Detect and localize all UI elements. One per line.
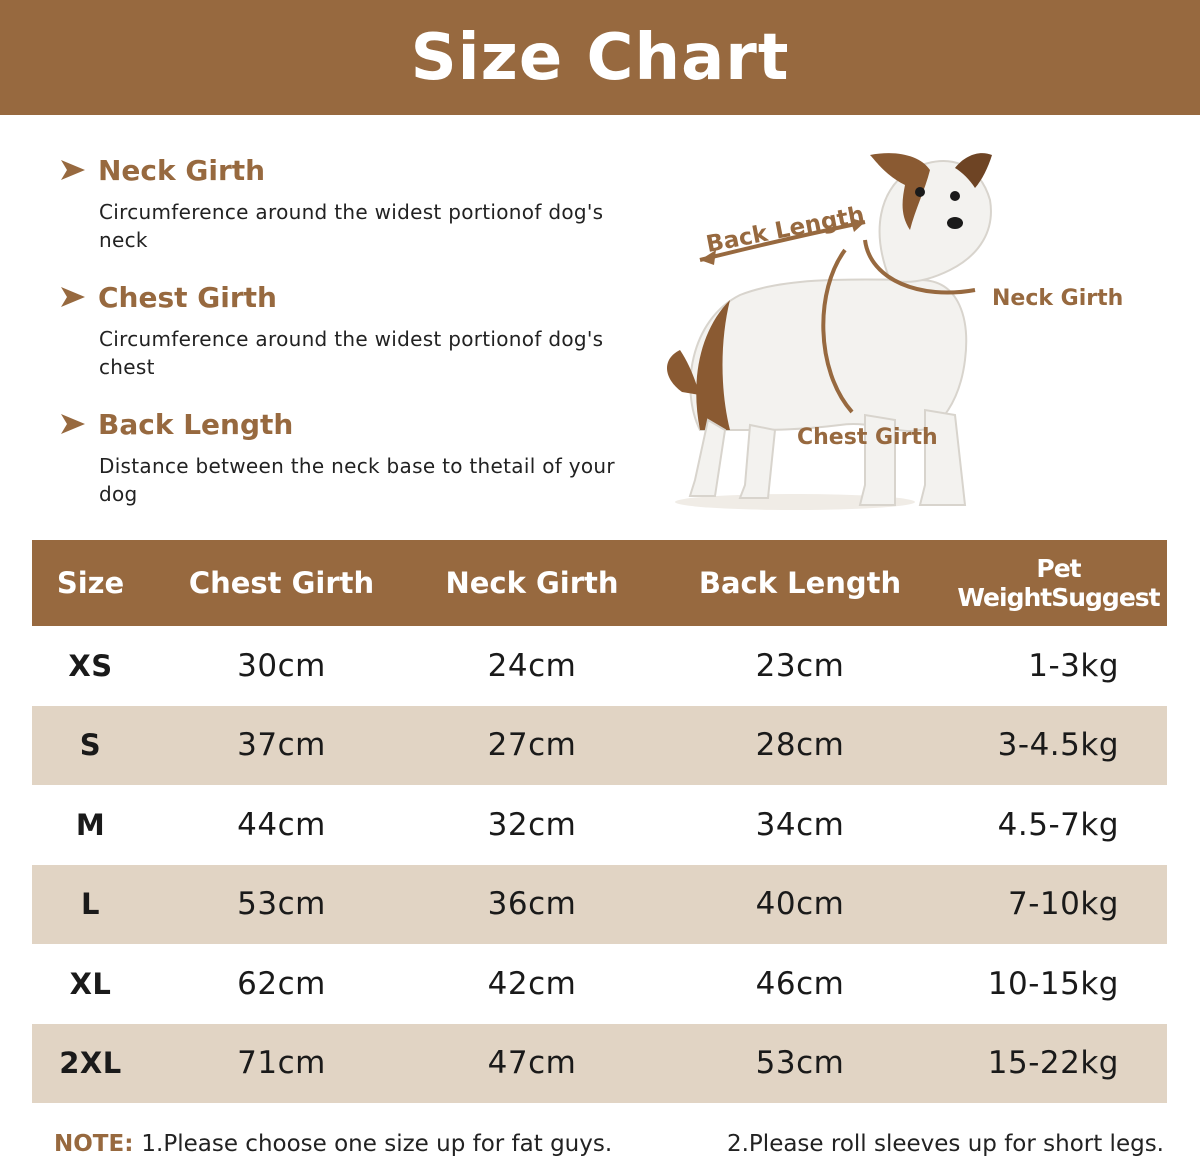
cell-pet-weight: 4.5-7kg <box>997 806 1119 843</box>
cell-chest-girth: 44cm <box>237 806 326 843</box>
cell-neck-girth: 32cm <box>487 806 577 843</box>
cell-back-length: 46cm <box>755 965 845 1002</box>
cell-chest-girth: 53cm <box>149 865 414 945</box>
cell-back-length: 23cm <box>755 647 845 684</box>
note-item-short-legs: 2.Please roll sleeves up for short legs. <box>726 1131 1164 1157</box>
cell-neck-girth: 36cm <box>414 865 650 945</box>
cell-pet-weight: 15-22kg <box>950 1024 1167 1104</box>
definition-chest-girth <box>60 277 620 381</box>
definition-back-length <box>60 404 620 508</box>
cell-size: XL <box>69 966 112 1001</box>
dog-measurement-diagram <box>620 130 1180 530</box>
column-header-pet-weight: Pet WeightSuggest <box>950 540 1167 626</box>
cell-back-length: 28cm <box>650 706 950 786</box>
definition-neck-girth <box>60 150 620 254</box>
footnote <box>54 1124 1164 1164</box>
note-label: NOTE: <box>54 1131 134 1157</box>
cell-chest-girth: 71cm <box>149 1024 414 1104</box>
cell-size: L <box>32 865 149 945</box>
cell-neck-girth: 27cm <box>414 706 650 786</box>
note-item-fat-guys: 1.Please choose one size up for fat guys. <box>141 1131 613 1157</box>
cell-chest-girth: 62cm <box>237 965 326 1002</box>
cell-back-length: 40cm <box>650 865 950 945</box>
column-header-neck-girth: Neck Girth <box>414 540 650 626</box>
table-header-row <box>32 540 1167 626</box>
cell-pet-weight: 7-10kg <box>950 865 1167 945</box>
back-length-label: Back Length <box>704 201 867 259</box>
definition-title: Neck Girth <box>98 153 266 187</box>
table-row <box>32 785 1167 865</box>
table-row <box>32 706 1167 786</box>
page-title: Size Chart <box>410 20 790 95</box>
table-row <box>32 865 1167 945</box>
table-row <box>32 944 1167 1024</box>
definition-description: Circumference around the widest portionof dog's chest <box>99 327 604 379</box>
cell-chest-girth: 30cm <box>237 647 326 684</box>
definition-title: Chest Girth <box>98 280 277 314</box>
cell-chest-girth: 37cm <box>149 706 414 786</box>
cell-pet-weight: 3-4.5kg <box>950 706 1167 786</box>
neck-girth-label: Neck Girth <box>992 286 1124 311</box>
definition-description: Distance between the neck base to thetail of your dog <box>99 454 615 506</box>
cell-neck-girth: 24cm <box>487 647 577 684</box>
arrow-icon <box>60 413 86 435</box>
title-banner <box>0 0 1200 115</box>
column-header-chest-girth: Chest Girth <box>149 540 414 626</box>
arrow-icon <box>60 286 86 308</box>
cell-pet-weight: 1-3kg <box>1028 647 1119 684</box>
cell-size: S <box>32 706 149 786</box>
definition-description: Circumference around the widest portionof dog's neck <box>99 200 604 252</box>
cell-size: 2XL <box>32 1024 149 1104</box>
size-table <box>32 540 1167 1103</box>
definition-title: Back Length <box>98 407 294 441</box>
cell-neck-girth: 42cm <box>487 965 577 1002</box>
cell-neck-girth: 47cm <box>414 1024 650 1104</box>
column-header-size: Size <box>32 540 149 626</box>
cell-back-length: 34cm <box>755 806 845 843</box>
table-row <box>32 626 1167 706</box>
cell-pet-weight: 10-15kg <box>987 965 1119 1002</box>
arrow-icon <box>60 159 86 181</box>
table-row <box>32 1024 1167 1104</box>
chest-girth-label: Chest Girth <box>797 425 938 450</box>
cell-size: M <box>75 807 106 842</box>
column-header-back-length: Back Length <box>650 540 950 626</box>
cell-back-length: 53cm <box>650 1024 950 1104</box>
dog-illustration <box>667 153 992 510</box>
cell-size: XS <box>68 648 113 683</box>
